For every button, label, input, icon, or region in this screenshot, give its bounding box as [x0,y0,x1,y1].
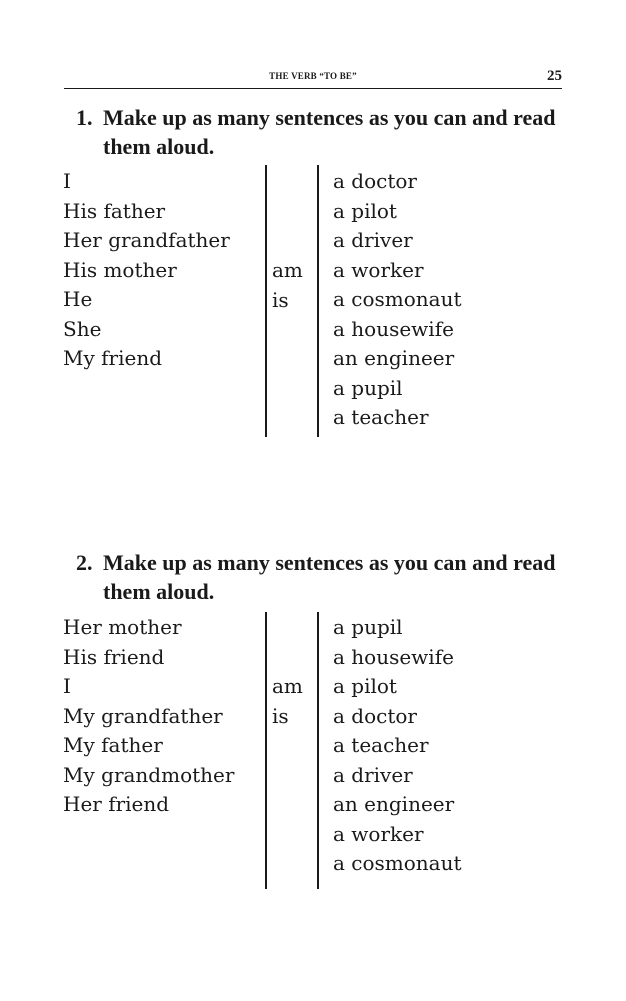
complement-item: a driver [333,228,413,252]
complement-item: a housewife [333,316,454,341]
subject-item: My friend [63,346,163,370]
subject-item: He [63,287,93,311]
complements-column [333,167,462,433]
subject-item: Her friend [63,792,170,816]
subject-item: Her grandfather [63,228,230,252]
subject-item: My grandfather [63,703,223,728]
verb-item: am [272,674,303,698]
column-divider [317,165,319,437]
page-number: 25 [547,68,562,84]
complement-item: a pupil [333,375,403,400]
complement-item: a doctor [333,703,417,728]
subject-item: Her mother [63,615,182,639]
running-title: THE VERB “TO BE” [269,71,357,81]
complement-item: a housewife [333,644,454,669]
complement-item: a worker [333,257,424,282]
complement-item: a cosmonaut [333,851,462,875]
verb-item: is [272,703,289,728]
verb-item: am [272,258,303,282]
subject-item: She [63,316,102,341]
exercise-instruction: Make up as many sentences as you can and read them aloud. [103,105,556,159]
complement-item: an engineer [333,346,455,370]
verbs-column [272,256,303,315]
complement-item: a doctor [333,169,417,193]
complement-item: a driver [333,762,413,787]
subject-item: His father [63,198,166,223]
complement-item: an engineer [333,792,455,816]
subjects-column [63,167,230,374]
exercise-instruction: Make up as many sentences as you can and read them aloud. [103,550,556,604]
verb-item: is [272,287,289,312]
subject-item: His mother [63,257,177,282]
column-divider [317,612,319,889]
exercise-number: 1. [76,105,93,130]
subject-item: My grandmother [63,762,235,787]
subject-item: I [63,169,71,193]
complement-item: a teacher [333,405,429,429]
complement-item: a teacher [333,733,429,757]
exercise-number: 2. [76,550,93,575]
subject-item: I [63,674,71,698]
complements-column [333,613,462,879]
complement-item: a pupil [333,615,403,639]
complement-item: a pilot [333,198,397,223]
complement-item: a worker [333,821,424,846]
complement-item: a pilot [333,674,397,698]
subject-item: My father [63,733,163,757]
running-head [64,66,562,89]
column-divider [265,612,267,889]
column-divider [265,165,267,437]
verbs-column [272,672,303,731]
subject-item: His friend [63,644,165,669]
complement-item: a cosmonaut [333,287,462,311]
subjects-column [63,613,234,820]
